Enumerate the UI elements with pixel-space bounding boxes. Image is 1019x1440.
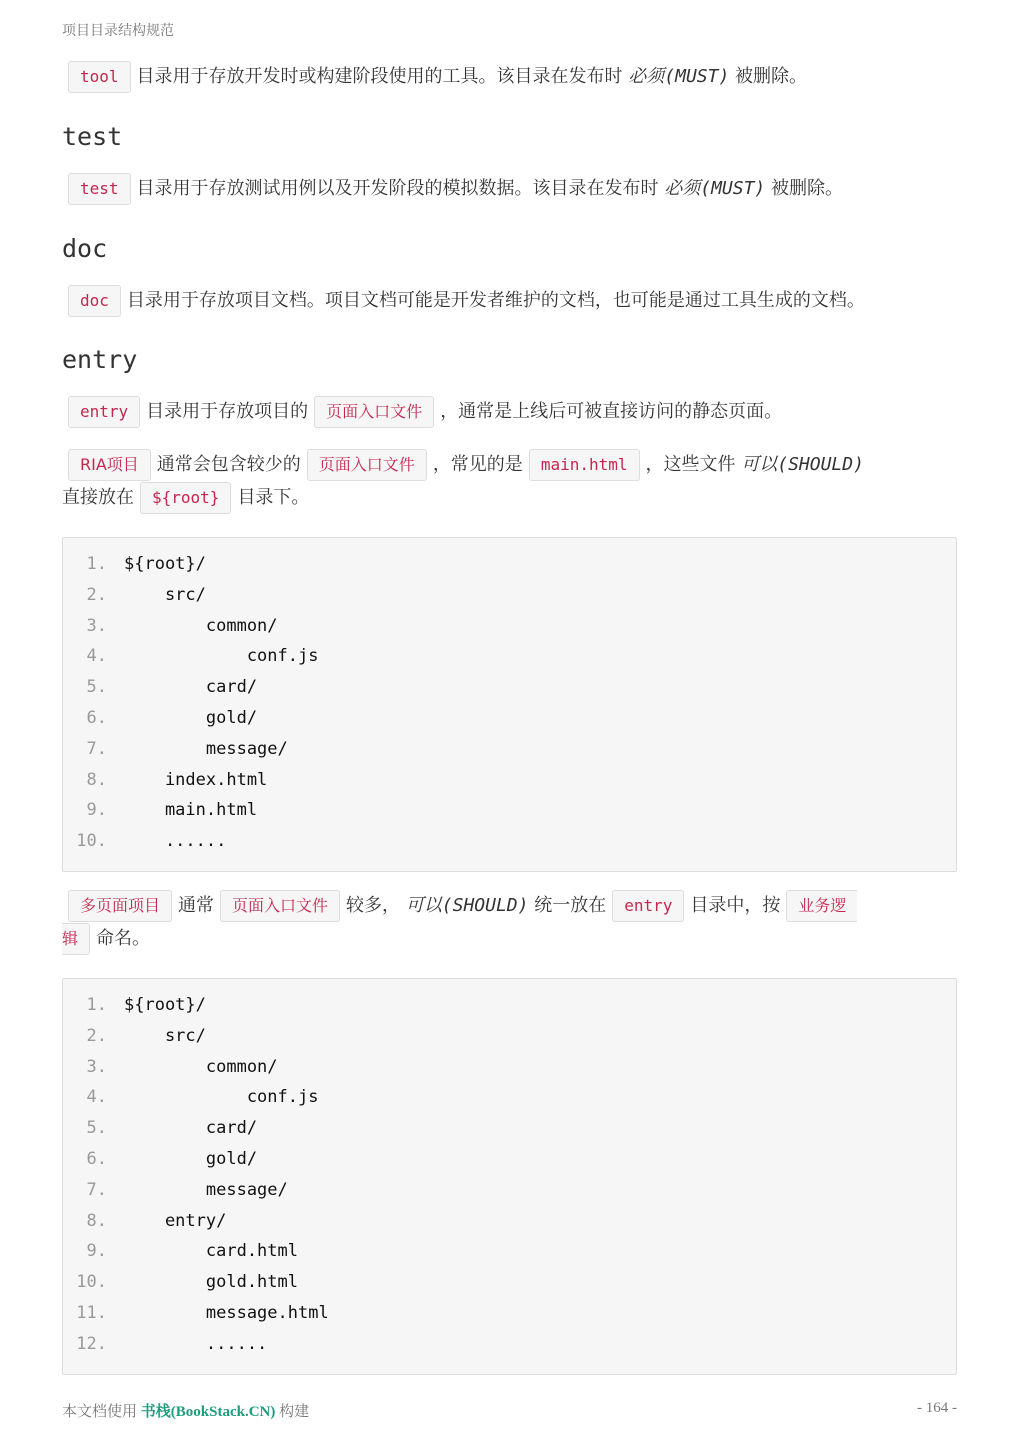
code-text: ${root}/ [124,554,206,574]
line-number: 4. [86,1087,107,1108]
paragraph-text: 目录下。 [237,487,310,508]
inline-code: 页面入口文件 [307,449,427,481]
inline-code: main.html [529,449,640,481]
line-number: 4. [86,646,107,667]
code-text: entry/ [124,1210,227,1231]
inline-code: doc [68,285,121,317]
code-text: ${root}/ [124,995,206,1015]
line-number: 3. [86,615,107,636]
inline-code: test [68,173,131,205]
tool-paragraph [62,60,957,93]
paragraph-text: 统一放在 [528,895,607,916]
code-line [63,703,257,734]
line-number: 7. [86,738,107,759]
page-header: 项目目录结构规范 [62,24,174,39]
code-text: gold.html [124,1272,298,1293]
paragraph-text: 目录用于存放项目的 [146,401,309,422]
paragraph-text: 目录用于存放测试用例以及开发阶段的模拟数据。该目录在发布时 [136,178,665,199]
line-number: 2. [86,1025,107,1046]
code-text: card.html [124,1241,298,1262]
entry-paragraph [62,395,957,428]
code-line [63,1206,226,1237]
inline-code: 多页面项目 [68,890,172,922]
paragraph-text: 目录中，按 [690,895,781,916]
code-line [63,826,226,857]
line-number: 1. [86,554,107,574]
emphasis: 可以 [405,895,442,916]
code-line [63,1267,298,1298]
paragraph-text: ，通常是上线后可被直接访问的静态页面。 [440,401,783,422]
code-text: gold/ [124,1149,258,1169]
doc-paragraph [62,284,957,317]
code-text: conf.js [124,646,319,667]
line-number: 8. [86,769,107,790]
inline-code: entry [68,396,140,428]
code-line [63,1329,267,1360]
code-block [62,537,957,872]
emphasis: 可以 [741,454,778,475]
paragraph-text: 被删除。 [765,178,844,199]
line-number: 2. [86,584,107,605]
code-text: card/ [124,1118,258,1139]
code-text: ...... [124,831,227,852]
line-number: 10. [76,1272,107,1293]
emphasis-keyword: (SHOULD) [777,454,864,475]
inline-code: 页面入口文件 [314,396,434,428]
code-line [63,990,206,1021]
line-number: 6. [86,708,107,728]
inline-code: ${root} [140,482,231,514]
code-text: main.html [124,800,258,821]
emphasis-keyword: (MUST) [664,66,730,87]
inline-code: 页面入口文件 [220,890,340,922]
line-number: 5. [86,677,107,698]
inline-code: entry [612,890,684,922]
inline-code: tool [68,61,131,93]
emphasis-keyword: (SHOULD) [441,895,529,916]
code-line [63,611,278,642]
code-line [63,580,206,611]
code-line [63,1144,257,1175]
emphasis: 必须 [664,178,701,199]
code-text: src/ [124,1025,206,1046]
paragraph-text: 目录用于存放开发时或构建阶段使用的工具。该目录在发布时 [136,66,629,87]
emphasis-keyword: (MUST) [700,178,766,199]
paragraph-text: 直接放在 [62,487,134,508]
code-line [63,1113,257,1144]
code-line [63,734,288,765]
code-line [63,549,206,580]
footer-text: 构建 [275,1404,310,1420]
code-text: conf.js [124,1087,319,1108]
line-number: 5. [86,1118,107,1139]
page-number: - 164 - [917,1400,957,1416]
paragraph-text: 较多， [346,895,406,916]
code-text: message/ [124,738,288,759]
code-line [63,1052,278,1083]
inline-code: 业务逻 [786,890,857,922]
code-line [63,1236,298,1267]
line-number: 3. [86,1056,107,1077]
line-number: 1. [86,995,107,1015]
multi-page-paragraph [62,889,957,955]
section-heading-doc: doc [62,234,108,263]
code-line [63,1082,318,1113]
code-line [63,1175,288,1206]
paragraph-text: ，常见的是 [432,454,523,475]
code-text: common/ [124,615,278,636]
paragraph-text: ，这些文件 [645,454,742,475]
line-number: 8. [86,1210,107,1231]
section-heading-entry: entry [62,345,138,374]
code-text: common/ [124,1056,278,1077]
line-number: 7. [86,1179,107,1200]
line-number: 6. [86,1149,107,1169]
code-line [63,765,267,796]
test-paragraph [62,172,957,205]
code-line [63,641,318,672]
line-number: 11. [76,1303,107,1323]
code-text: gold/ [124,708,258,728]
code-text: ...... [124,1333,268,1354]
paragraph-text: 被删除。 [729,66,808,87]
paragraph-text: 目录用于存放项目文档。项目文档可能是开发者维护的文档，也可能是通过工具生成的文档。 [126,290,865,311]
line-number: 9. [86,800,107,821]
footer-link[interactable]: 书栈(BookStack.CN) [140,1404,276,1420]
code-line [63,795,257,826]
code-line [63,1021,206,1052]
inline-code: 辑 [62,923,90,955]
line-number: 12. [76,1333,107,1354]
code-block [62,978,957,1375]
paragraph-text: 通常 [178,895,215,916]
paragraph-text: 命名。 [96,928,151,949]
code-text: src/ [124,584,206,605]
page-footer [62,1400,957,1421]
code-line [63,1298,329,1329]
code-text: index.html [124,769,268,790]
ria-paragraph [62,448,957,514]
code-text: message/ [124,1179,288,1200]
code-text: message.html [124,1303,329,1323]
emphasis: 必须 [628,66,665,87]
line-number: 10. [76,831,107,852]
paragraph-text: 通常会包含较少的 [156,454,301,475]
section-heading-test: test [62,122,123,151]
code-text: card/ [124,677,258,698]
footer-text: 本文档使用 [62,1404,141,1420]
code-line [63,672,257,703]
line-number: 9. [86,1241,107,1262]
inline-code: RIA项目 [68,449,151,481]
